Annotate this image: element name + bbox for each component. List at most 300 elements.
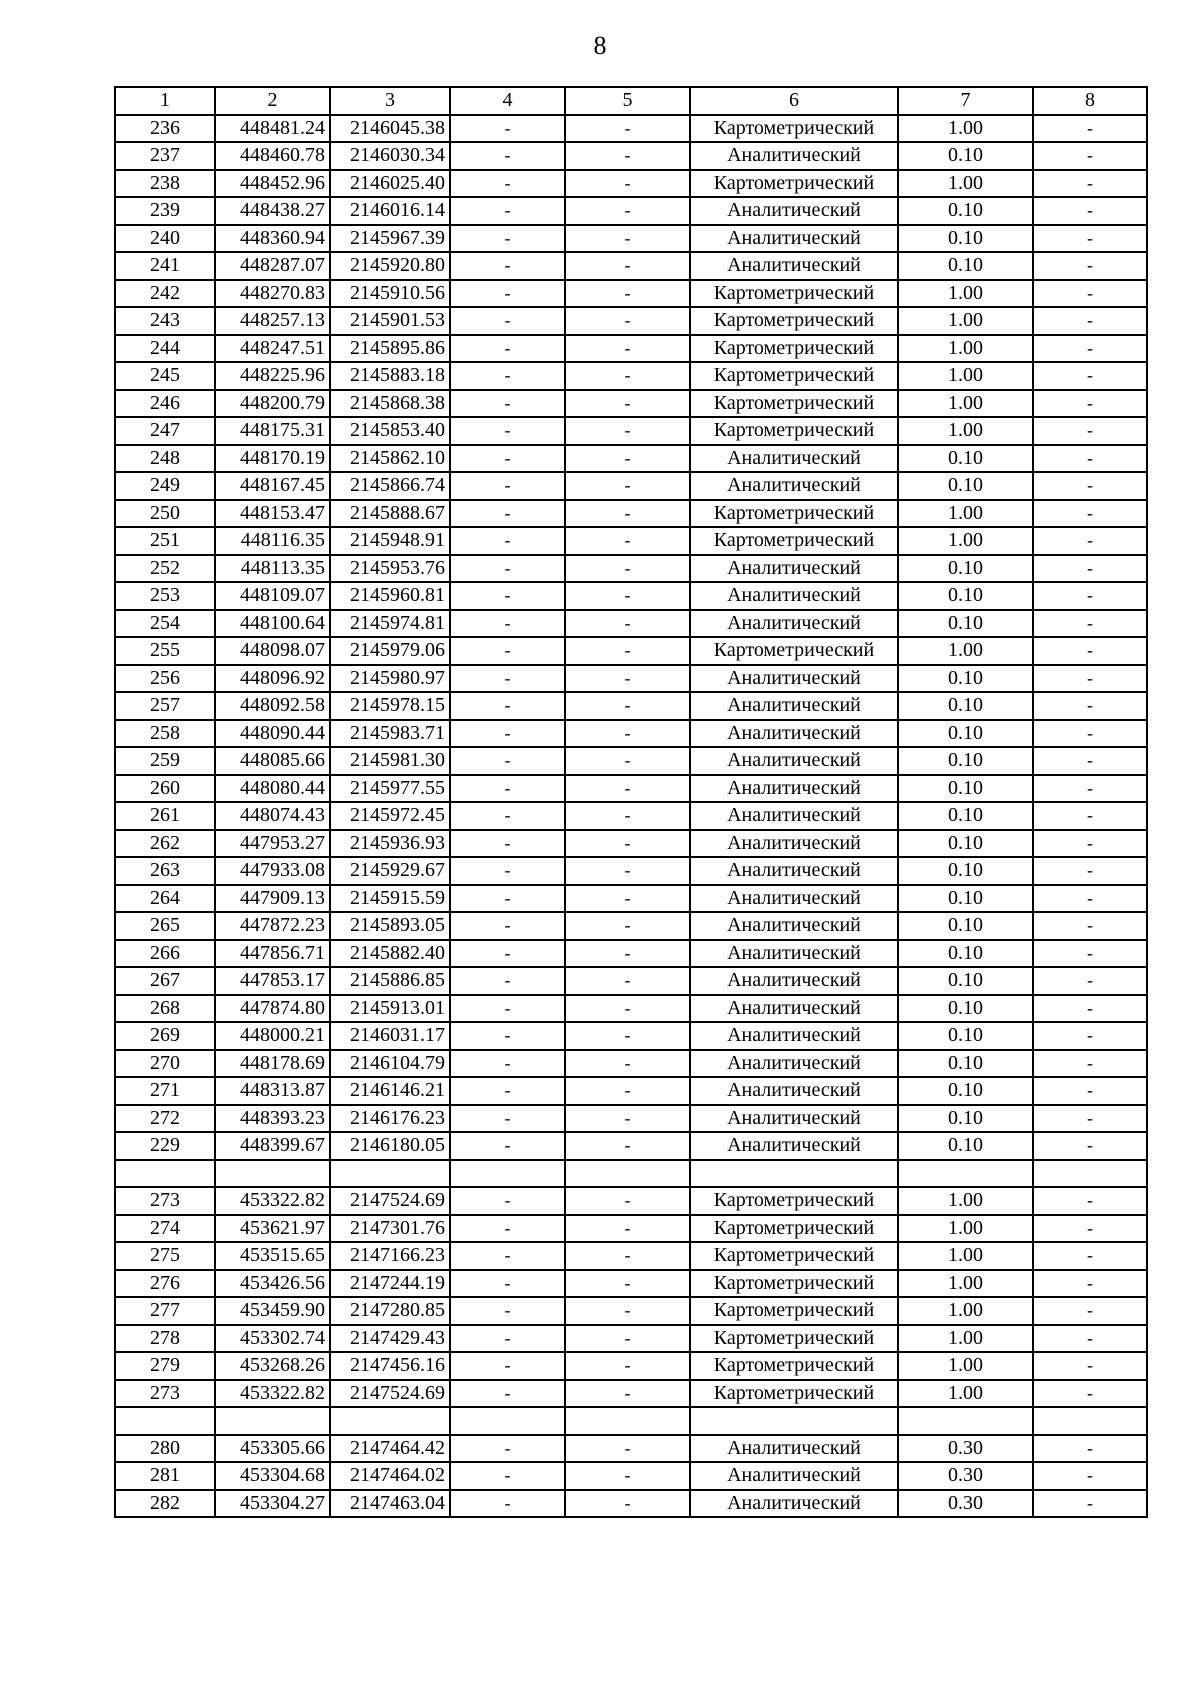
accuracy-cell: 1.00 [898, 1242, 1033, 1270]
accuracy-cell [898, 1160, 1033, 1188]
point-number-cell: 264 [115, 885, 215, 913]
accuracy-cell: 1.00 [898, 115, 1033, 143]
accuracy-cell: 1.00 [898, 1325, 1033, 1353]
y-coordinate-cell: 2145888.67 [330, 500, 450, 528]
column-4-cell: - [450, 197, 565, 225]
accuracy-cell: 1.00 [898, 362, 1033, 390]
x-coordinate-cell: 453322.82 [215, 1187, 330, 1215]
column-5-cell: - [565, 1325, 690, 1353]
table-row [115, 307, 1147, 335]
y-coordinate-cell [330, 1160, 450, 1188]
y-coordinate-cell: 2145913.01 [330, 995, 450, 1023]
y-coordinate-cell: 2146045.38 [330, 115, 450, 143]
column-5-cell: - [565, 527, 690, 555]
column-5-cell: - [565, 335, 690, 363]
accuracy-cell: 0.10 [898, 747, 1033, 775]
column-5-cell: - [565, 1242, 690, 1270]
column-5-cell: - [565, 472, 690, 500]
point-number-cell: 256 [115, 665, 215, 693]
column-header: 1 [115, 87, 215, 115]
y-coordinate-cell: 2147524.69 [330, 1380, 450, 1408]
table-row [115, 115, 1147, 143]
method-cell: Аналитический [690, 967, 898, 995]
accuracy-cell: 0.10 [898, 885, 1033, 913]
x-coordinate-cell: 448247.51 [215, 335, 330, 363]
column-8-cell: - [1033, 252, 1147, 280]
point-number-cell: 265 [115, 912, 215, 940]
method-cell: Аналитический [690, 252, 898, 280]
column-4-cell: - [450, 1352, 565, 1380]
column-5-cell: - [565, 280, 690, 308]
point-number-cell: 246 [115, 390, 215, 418]
table-row [115, 197, 1147, 225]
x-coordinate-cell: 453305.66 [215, 1435, 330, 1463]
column-5-cell: - [565, 1352, 690, 1380]
column-8-cell: - [1033, 665, 1147, 693]
column-8-cell: - [1033, 1105, 1147, 1133]
x-coordinate-cell: 448460.78 [215, 142, 330, 170]
table-row [115, 1132, 1147, 1160]
x-coordinate-cell: 448113.35 [215, 555, 330, 583]
accuracy-cell: 0.30 [898, 1435, 1033, 1463]
column-8-cell: - [1033, 115, 1147, 143]
column-4-cell [450, 1407, 565, 1435]
accuracy-cell: 1.00 [898, 1215, 1033, 1243]
column-5-cell: - [565, 967, 690, 995]
column-5-cell: - [565, 940, 690, 968]
table-row [115, 252, 1147, 280]
accuracy-cell: 0.10 [898, 857, 1033, 885]
method-cell: Аналитический [690, 1050, 898, 1078]
column-4-cell: - [450, 1077, 565, 1105]
table-row [115, 692, 1147, 720]
x-coordinate-cell: 448080.44 [215, 775, 330, 803]
column-8-cell: - [1033, 417, 1147, 445]
column-5-cell: - [565, 197, 690, 225]
column-5-cell: - [565, 857, 690, 885]
x-coordinate-cell: 447909.13 [215, 885, 330, 913]
table-row [115, 1160, 1147, 1188]
column-8-cell: - [1033, 1297, 1147, 1325]
point-number-cell: 241 [115, 252, 215, 280]
column-4-cell: - [450, 527, 565, 555]
method-cell: Картометрический [690, 1380, 898, 1408]
table-row [115, 500, 1147, 528]
table-row [115, 1022, 1147, 1050]
point-number-cell: 255 [115, 637, 215, 665]
y-coordinate-cell: 2146176.23 [330, 1105, 450, 1133]
column-8-cell: - [1033, 1380, 1147, 1408]
point-number-cell: 245 [115, 362, 215, 390]
x-coordinate-cell: 448098.07 [215, 637, 330, 665]
column-8-cell: - [1033, 830, 1147, 858]
column-5-cell: - [565, 142, 690, 170]
x-coordinate-cell: 448313.87 [215, 1077, 330, 1105]
method-cell: Картометрический [690, 1352, 898, 1380]
y-coordinate-cell: 2147429.43 [330, 1325, 450, 1353]
accuracy-cell: 0.10 [898, 225, 1033, 253]
accuracy-cell: 0.10 [898, 252, 1033, 280]
column-5-cell: - [565, 1187, 690, 1215]
table-row [115, 1490, 1147, 1518]
column-8-cell: - [1033, 472, 1147, 500]
x-coordinate-cell: 448287.07 [215, 252, 330, 280]
x-coordinate-cell: 448074.43 [215, 802, 330, 830]
accuracy-cell: 0.10 [898, 197, 1033, 225]
column-4-cell: - [450, 1462, 565, 1490]
column-4-cell: - [450, 417, 565, 445]
method-cell: Аналитический [690, 857, 898, 885]
accuracy-cell: 0.30 [898, 1462, 1033, 1490]
point-number-cell: 253 [115, 582, 215, 610]
method-cell: Аналитический [690, 1132, 898, 1160]
accuracy-cell: 1.00 [898, 390, 1033, 418]
method-cell: Картометрический [690, 362, 898, 390]
table-row [115, 555, 1147, 583]
y-coordinate-cell: 2147463.04 [330, 1490, 450, 1518]
point-number-cell: 229 [115, 1132, 215, 1160]
x-coordinate-cell: 448270.83 [215, 280, 330, 308]
column-8-cell: - [1033, 1435, 1147, 1463]
x-coordinate-cell: 448090.44 [215, 720, 330, 748]
y-coordinate-cell: 2146104.79 [330, 1050, 450, 1078]
x-coordinate-cell: 447872.23 [215, 912, 330, 940]
method-cell: Аналитический [690, 1462, 898, 1490]
column-8-cell: - [1033, 857, 1147, 885]
table-row [115, 1270, 1147, 1298]
column-5-cell: - [565, 1490, 690, 1518]
accuracy-cell: 0.10 [898, 1050, 1033, 1078]
column-5-cell: - [565, 500, 690, 528]
y-coordinate-cell: 2145915.59 [330, 885, 450, 913]
column-8-cell: - [1033, 335, 1147, 363]
column-5-cell: - [565, 637, 690, 665]
column-8-cell: - [1033, 885, 1147, 913]
column-4-cell: - [450, 610, 565, 638]
y-coordinate-cell: 2146025.40 [330, 170, 450, 198]
x-coordinate-cell: 448096.92 [215, 665, 330, 693]
method-cell: Аналитический [690, 582, 898, 610]
table-row [115, 280, 1147, 308]
column-4-cell: - [450, 170, 565, 198]
column-5-cell: - [565, 582, 690, 610]
column-5-cell: - [565, 912, 690, 940]
accuracy-cell: 1.00 [898, 335, 1033, 363]
method-cell: Аналитический [690, 885, 898, 913]
y-coordinate-cell: 2145948.91 [330, 527, 450, 555]
accuracy-cell: 0.10 [898, 940, 1033, 968]
point-number-cell: 244 [115, 335, 215, 363]
column-8-cell: - [1033, 747, 1147, 775]
method-cell: Аналитический [690, 142, 898, 170]
column-4-cell: - [450, 307, 565, 335]
point-number-cell: 260 [115, 775, 215, 803]
column-8-cell: - [1033, 527, 1147, 555]
table-row [115, 225, 1147, 253]
column-4-cell: - [450, 802, 565, 830]
y-coordinate-cell: 2146016.14 [330, 197, 450, 225]
column-4-cell: - [450, 142, 565, 170]
point-number-cell: 236 [115, 115, 215, 143]
column-5-cell: - [565, 720, 690, 748]
column-8-cell: - [1033, 940, 1147, 968]
accuracy-cell: 0.10 [898, 665, 1033, 693]
column-4-cell: - [450, 1297, 565, 1325]
y-coordinate-cell: 2145978.15 [330, 692, 450, 720]
column-4-cell: - [450, 555, 565, 583]
column-4-cell: - [450, 1325, 565, 1353]
accuracy-cell: 0.10 [898, 830, 1033, 858]
x-coordinate-cell: 453268.26 [215, 1352, 330, 1380]
column-5-cell: - [565, 1435, 690, 1463]
x-coordinate-cell [215, 1160, 330, 1188]
column-4-cell: - [450, 472, 565, 500]
x-coordinate-cell: 448438.27 [215, 197, 330, 225]
table-row [115, 527, 1147, 555]
table-row [115, 1242, 1147, 1270]
column-4-cell: - [450, 747, 565, 775]
column-8-cell: - [1033, 912, 1147, 940]
method-cell: Картометрический [690, 637, 898, 665]
method-cell: Аналитический [690, 445, 898, 473]
column-5-cell: - [565, 665, 690, 693]
coordinates-table-container [114, 86, 1146, 1518]
method-cell: Аналитический [690, 665, 898, 693]
method-cell: Картометрический [690, 500, 898, 528]
column-4-cell: - [450, 1105, 565, 1133]
table-row [115, 995, 1147, 1023]
column-5-cell: - [565, 775, 690, 803]
accuracy-cell: 1.00 [898, 1270, 1033, 1298]
x-coordinate-cell: 448399.67 [215, 1132, 330, 1160]
point-number-cell: 275 [115, 1242, 215, 1270]
point-number-cell: 279 [115, 1352, 215, 1380]
method-cell [690, 1407, 898, 1435]
column-8-cell: - [1033, 802, 1147, 830]
column-4-cell: - [450, 390, 565, 418]
column-4-cell: - [450, 1215, 565, 1243]
x-coordinate-cell: 448481.24 [215, 115, 330, 143]
method-cell: Картометрический [690, 307, 898, 335]
table-row [115, 830, 1147, 858]
accuracy-cell: 0.30 [898, 1490, 1033, 1518]
point-number-cell: 250 [115, 500, 215, 528]
x-coordinate-cell: 447856.71 [215, 940, 330, 968]
method-cell: Картометрический [690, 1242, 898, 1270]
x-coordinate-cell: 447874.80 [215, 995, 330, 1023]
point-number-cell: 249 [115, 472, 215, 500]
column-4-cell: - [450, 830, 565, 858]
y-coordinate-cell: 2145936.93 [330, 830, 450, 858]
column-8-cell: - [1033, 390, 1147, 418]
y-coordinate-cell: 2145981.30 [330, 747, 450, 775]
column-header: 7 [898, 87, 1033, 115]
column-8-cell: - [1033, 1187, 1147, 1215]
y-coordinate-cell: 2146031.17 [330, 1022, 450, 1050]
x-coordinate-cell: 447933.08 [215, 857, 330, 885]
accuracy-cell: 1.00 [898, 280, 1033, 308]
accuracy-cell: 0.10 [898, 720, 1033, 748]
x-coordinate-cell: 453304.27 [215, 1490, 330, 1518]
x-coordinate-cell: 453621.97 [215, 1215, 330, 1243]
column-8-cell: - [1033, 995, 1147, 1023]
method-cell: Картометрический [690, 1297, 898, 1325]
y-coordinate-cell: 2146180.05 [330, 1132, 450, 1160]
table-row [115, 1077, 1147, 1105]
point-number-cell: 257 [115, 692, 215, 720]
y-coordinate-cell: 2145960.81 [330, 582, 450, 610]
table-row [115, 665, 1147, 693]
point-number-cell: 273 [115, 1380, 215, 1408]
column-8-cell: - [1033, 1022, 1147, 1050]
column-4-cell: - [450, 665, 565, 693]
y-coordinate-cell: 2145862.10 [330, 445, 450, 473]
column-5-cell: - [565, 1105, 690, 1133]
table-row [115, 142, 1147, 170]
point-number-cell: 278 [115, 1325, 215, 1353]
column-4-cell: - [450, 857, 565, 885]
y-coordinate-cell: 2147464.42 [330, 1435, 450, 1463]
column-5-cell: - [565, 225, 690, 253]
point-number-cell: 268 [115, 995, 215, 1023]
column-8-cell: - [1033, 445, 1147, 473]
column-5-cell: - [565, 1077, 690, 1105]
y-coordinate-cell: 2146146.21 [330, 1077, 450, 1105]
column-4-cell: - [450, 1435, 565, 1463]
table-row [115, 1352, 1147, 1380]
method-cell: Аналитический [690, 912, 898, 940]
method-cell: Аналитический [690, 1435, 898, 1463]
accuracy-cell [898, 1407, 1033, 1435]
column-8-cell: - [1033, 1050, 1147, 1078]
column-5-cell: - [565, 1022, 690, 1050]
column-4-cell: - [450, 637, 565, 665]
accuracy-cell: 1.00 [898, 1297, 1033, 1325]
column-5-cell: - [565, 747, 690, 775]
table-row [115, 582, 1147, 610]
column-5-cell: - [565, 830, 690, 858]
column-5-cell: - [565, 1297, 690, 1325]
method-cell: Картометрический [690, 1187, 898, 1215]
column-5-cell: - [565, 885, 690, 913]
method-cell: Аналитический [690, 995, 898, 1023]
accuracy-cell: 0.10 [898, 142, 1033, 170]
point-number-cell: 282 [115, 1490, 215, 1518]
column-header: 4 [450, 87, 565, 115]
column-5-cell: - [565, 252, 690, 280]
table-body [115, 115, 1147, 1518]
x-coordinate-cell: 453515.65 [215, 1242, 330, 1270]
y-coordinate-cell: 2147244.19 [330, 1270, 450, 1298]
column-8-cell [1033, 1160, 1147, 1188]
point-number-cell: 252 [115, 555, 215, 583]
x-coordinate-cell: 448360.94 [215, 225, 330, 253]
table-row [115, 1380, 1147, 1408]
y-coordinate-cell [330, 1407, 450, 1435]
x-coordinate-cell: 453302.74 [215, 1325, 330, 1353]
method-cell: Аналитический [690, 1490, 898, 1518]
column-4-cell: - [450, 1187, 565, 1215]
column-5-cell: - [565, 802, 690, 830]
accuracy-cell: 0.10 [898, 610, 1033, 638]
column-8-cell: - [1033, 1215, 1147, 1243]
column-5-cell: - [565, 1462, 690, 1490]
method-cell: Картометрический [690, 390, 898, 418]
column-4-cell: - [450, 1050, 565, 1078]
x-coordinate-cell: 448225.96 [215, 362, 330, 390]
column-8-cell: - [1033, 500, 1147, 528]
column-8-cell: - [1033, 555, 1147, 583]
column-8-cell: - [1033, 280, 1147, 308]
table-row [115, 362, 1147, 390]
column-4-cell: - [450, 500, 565, 528]
point-number-cell: 270 [115, 1050, 215, 1078]
table-row [115, 637, 1147, 665]
table-row [115, 775, 1147, 803]
point-number-cell: 243 [115, 307, 215, 335]
table-row [115, 1050, 1147, 1078]
method-cell: Аналитический [690, 472, 898, 500]
point-number-cell: 258 [115, 720, 215, 748]
column-5-cell: - [565, 610, 690, 638]
accuracy-cell: 1.00 [898, 527, 1033, 555]
y-coordinate-cell: 2145967.39 [330, 225, 450, 253]
point-number-cell: 277 [115, 1297, 215, 1325]
y-coordinate-cell: 2147301.76 [330, 1215, 450, 1243]
accuracy-cell: 1.00 [898, 1352, 1033, 1380]
point-number-cell: 262 [115, 830, 215, 858]
coordinates-table [114, 86, 1148, 1518]
x-coordinate-cell: 448257.13 [215, 307, 330, 335]
accuracy-cell: 0.10 [898, 445, 1033, 473]
column-8-cell: - [1033, 1325, 1147, 1353]
column-8-cell: - [1033, 582, 1147, 610]
y-coordinate-cell: 2147524.69 [330, 1187, 450, 1215]
column-8-cell: - [1033, 225, 1147, 253]
accuracy-cell: 0.10 [898, 1022, 1033, 1050]
point-number-cell: 276 [115, 1270, 215, 1298]
column-8-cell: - [1033, 967, 1147, 995]
column-4-cell: - [450, 280, 565, 308]
point-number-cell: 263 [115, 857, 215, 885]
x-coordinate-cell: 453304.68 [215, 1462, 330, 1490]
point-number-cell: 240 [115, 225, 215, 253]
column-4-cell: - [450, 252, 565, 280]
x-coordinate-cell: 448000.21 [215, 1022, 330, 1050]
method-cell: Картометрический [690, 335, 898, 363]
accuracy-cell: 0.10 [898, 802, 1033, 830]
x-coordinate-cell: 447953.27 [215, 830, 330, 858]
table-row [115, 1297, 1147, 1325]
method-cell: Аналитический [690, 775, 898, 803]
y-coordinate-cell: 2146030.34 [330, 142, 450, 170]
column-5-cell: - [565, 1132, 690, 1160]
y-coordinate-cell: 2145883.18 [330, 362, 450, 390]
y-coordinate-cell: 2145866.74 [330, 472, 450, 500]
method-cell: Аналитический [690, 1022, 898, 1050]
y-coordinate-cell: 2145920.80 [330, 252, 450, 280]
y-coordinate-cell: 2145953.76 [330, 555, 450, 583]
point-number-cell: 242 [115, 280, 215, 308]
x-coordinate-cell: 447853.17 [215, 967, 330, 995]
column-8-cell: - [1033, 775, 1147, 803]
column-5-cell: - [565, 1215, 690, 1243]
column-8-cell: - [1033, 637, 1147, 665]
y-coordinate-cell: 2145974.81 [330, 610, 450, 638]
accuracy-cell: 0.10 [898, 1132, 1033, 1160]
column-8-cell: - [1033, 1270, 1147, 1298]
column-5-cell: - [565, 1270, 690, 1298]
